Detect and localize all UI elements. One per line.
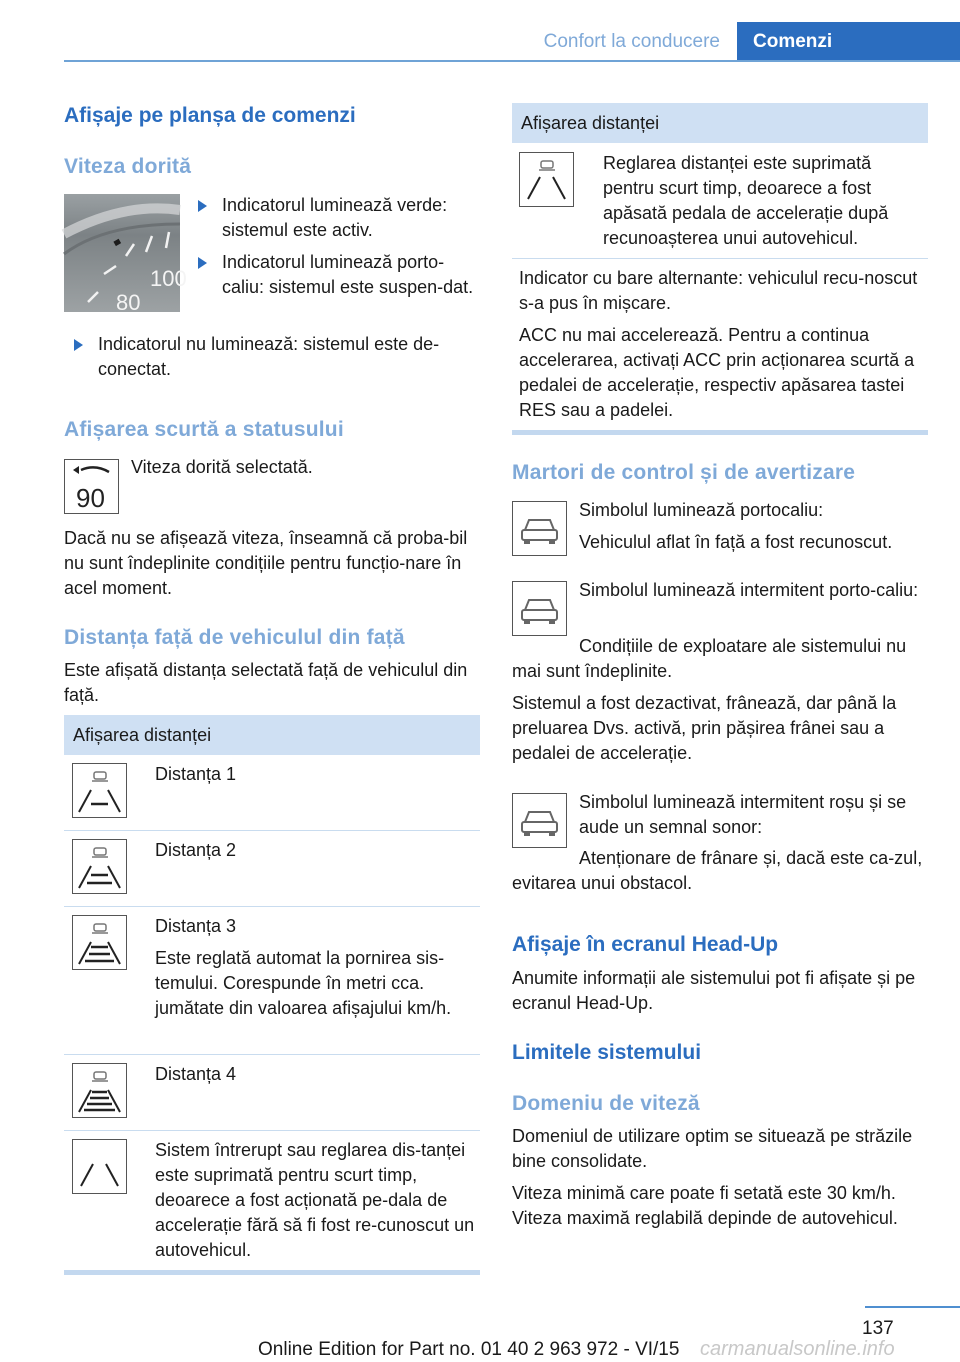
pedal-suppressed-text: Reglarea distanței este suprimată pentru scurt timp, deoarece a fost apăsată pedala de accelerație după recunoașterea unui autovehicul. [603, 153, 889, 248]
gauge-label-80: 80 [116, 290, 141, 315]
speedometer-graphic [64, 194, 187, 315]
table-row-divider [64, 830, 480, 831]
pedal-suppressed-icon [519, 152, 574, 207]
gauge-label-100: 100 [150, 266, 187, 291]
warn-b-line3: Sistemul a fost dezactivat, frânează, dar până la preluarea Dvs. activă, prin pășirea frânei sau a pedalei de accelerație. [512, 693, 897, 763]
warn-a-line1: Simbolul luminează portocaliu: [579, 500, 824, 520]
warning-heading: Martori de control și de avertizare [512, 461, 856, 484]
distance-2-text: Distanța 2 [155, 840, 237, 860]
warn-b-line2: Condițiile de exploatare ale sistemului nu mai sunt îndeplinite. [512, 636, 907, 681]
limits-heading: Limitele sistemului [512, 1041, 702, 1064]
distance-4-text: Distanța 4 [155, 1064, 237, 1084]
status-caption: Viteza dorită selectată. [131, 457, 313, 477]
limits-paragraph-1: Domeniul de utilizare optim se situează pe străzile bine consolidate. [512, 1126, 913, 1171]
edition-footer: Online Edition for Part no. 01 40 2 963 972 - VI/15 [258, 1339, 680, 1360]
footer-rule [865, 1306, 960, 1308]
system-interrupted-text: Sistem întrerupt sau reglarea dis-tanței este suprimată pentru scurt timp, deoarece a fost acționată pe-dala de accelerație fără să fi fost re-cunoscut un autovehicul. [155, 1140, 475, 1260]
speed-heading: Viteza dorită [64, 155, 192, 178]
distance-heading: Distanța față de vehiculul din față [64, 626, 405, 649]
alternating-bars-text: Indicator cu bare alternante: vehiculul recu-noscut s-a pus în mișcare. [519, 268, 918, 313]
bullet-triangle-icon [74, 339, 83, 351]
speed-bullet-3: Indicatorul nu luminează: sistemul este de-conectat. [74, 332, 482, 382]
warn-c-line2: Atenționare de frânare și, dacă este ca-zul, evitarea unui obstacol. [512, 848, 923, 893]
warn-c-line1: Simbolul luminează intermitent roșu și se aude un semnal sonor: [579, 792, 907, 837]
table-bottom-rule [512, 430, 928, 435]
status-heading: Afișarea scurtă a statusului [64, 418, 344, 441]
speed-bullet-2: Indicatorul luminează porto-caliu: sistemul este suspen-dat. [198, 250, 483, 300]
status-paragraph: Dacă nu se afișează viteza, înseamnă că proba-bil nu sunt îndeplinite condițiile pentru funcțio-nare în acel moment. [64, 528, 468, 598]
distance-table-header: Afișarea distanței [64, 715, 480, 755]
vehicle-flashing-orange-icon [512, 581, 567, 636]
table-bottom-rule [64, 1270, 480, 1275]
distance-2-icon [72, 839, 127, 894]
bullet-triangle-icon [198, 257, 207, 269]
distance-1-text: Distanța 1 [155, 764, 237, 784]
acc-acceleration-text: ACC nu mai accelerează. Pentru a continua accelerarea, activați ACC prin acționarea scurtă a pedalei de accelerație, respectiv apăsarea tastei RES sau a padelei. [519, 325, 915, 420]
distance-paragraph: Este afișată distanța selectată față de vehiculul din față. [64, 660, 468, 705]
warn-a-line2: Vehiculul aflat în față a fost recunoscut. [579, 532, 893, 552]
distance-3-description: Este reglată automat la pornirea sis-temului. Corespunde în metri cca. jumătate din valoarea afișajului km/h. [155, 948, 452, 1018]
bullet-triangle-icon [198, 200, 207, 212]
header-section-title: Confort la conducere [543, 31, 720, 52]
hud-paragraph: Anumite informații ale sistemului pot fi afișate și pe ecranul Head-Up. [512, 968, 916, 1013]
page-number: 137 [862, 1318, 894, 1339]
hud-heading: Afișaje în ecranul Head-Up [512, 933, 779, 956]
speed-90-value: 90 [76, 483, 105, 513]
header-rule [64, 60, 960, 62]
vehicle-detected-icon [512, 501, 567, 556]
distance-1-icon [72, 763, 127, 818]
distance-3-text: Distanța 3 [155, 916, 237, 936]
speed-bullet-1: Indicatorul luminează verde: sistemul este activ. [198, 193, 483, 243]
table-row-divider [64, 906, 480, 907]
page-title: Afișaje pe planșa de comenzi [64, 104, 356, 127]
right-table-header: Afișarea distanței [512, 103, 928, 143]
warn-b-line1: Simbolul luminează intermitent porto-caliu: [579, 580, 919, 600]
vehicle-flashing-red-icon [512, 793, 567, 848]
table-row-divider [64, 1054, 480, 1055]
system-interrupted-icon [72, 1139, 127, 1194]
limits-paragraph-2: Viteza minimă care poate fi setată este 30 km/h. Viteza maximă reglabilă depinde de autovehicul. [512, 1183, 898, 1228]
table-row-divider [512, 258, 928, 259]
speedometer-image [64, 194, 187, 315]
table-row-divider [64, 1130, 480, 1131]
watermark: carmanualsonline.info [700, 1338, 895, 1360]
distance-3-icon [72, 915, 127, 970]
header-chapter-tab: Comenzi [737, 22, 960, 62]
speed-90-icon [64, 459, 119, 514]
speed-range-subheading: Domeniu de viteză [512, 1092, 700, 1115]
distance-4-icon [72, 1063, 127, 1118]
